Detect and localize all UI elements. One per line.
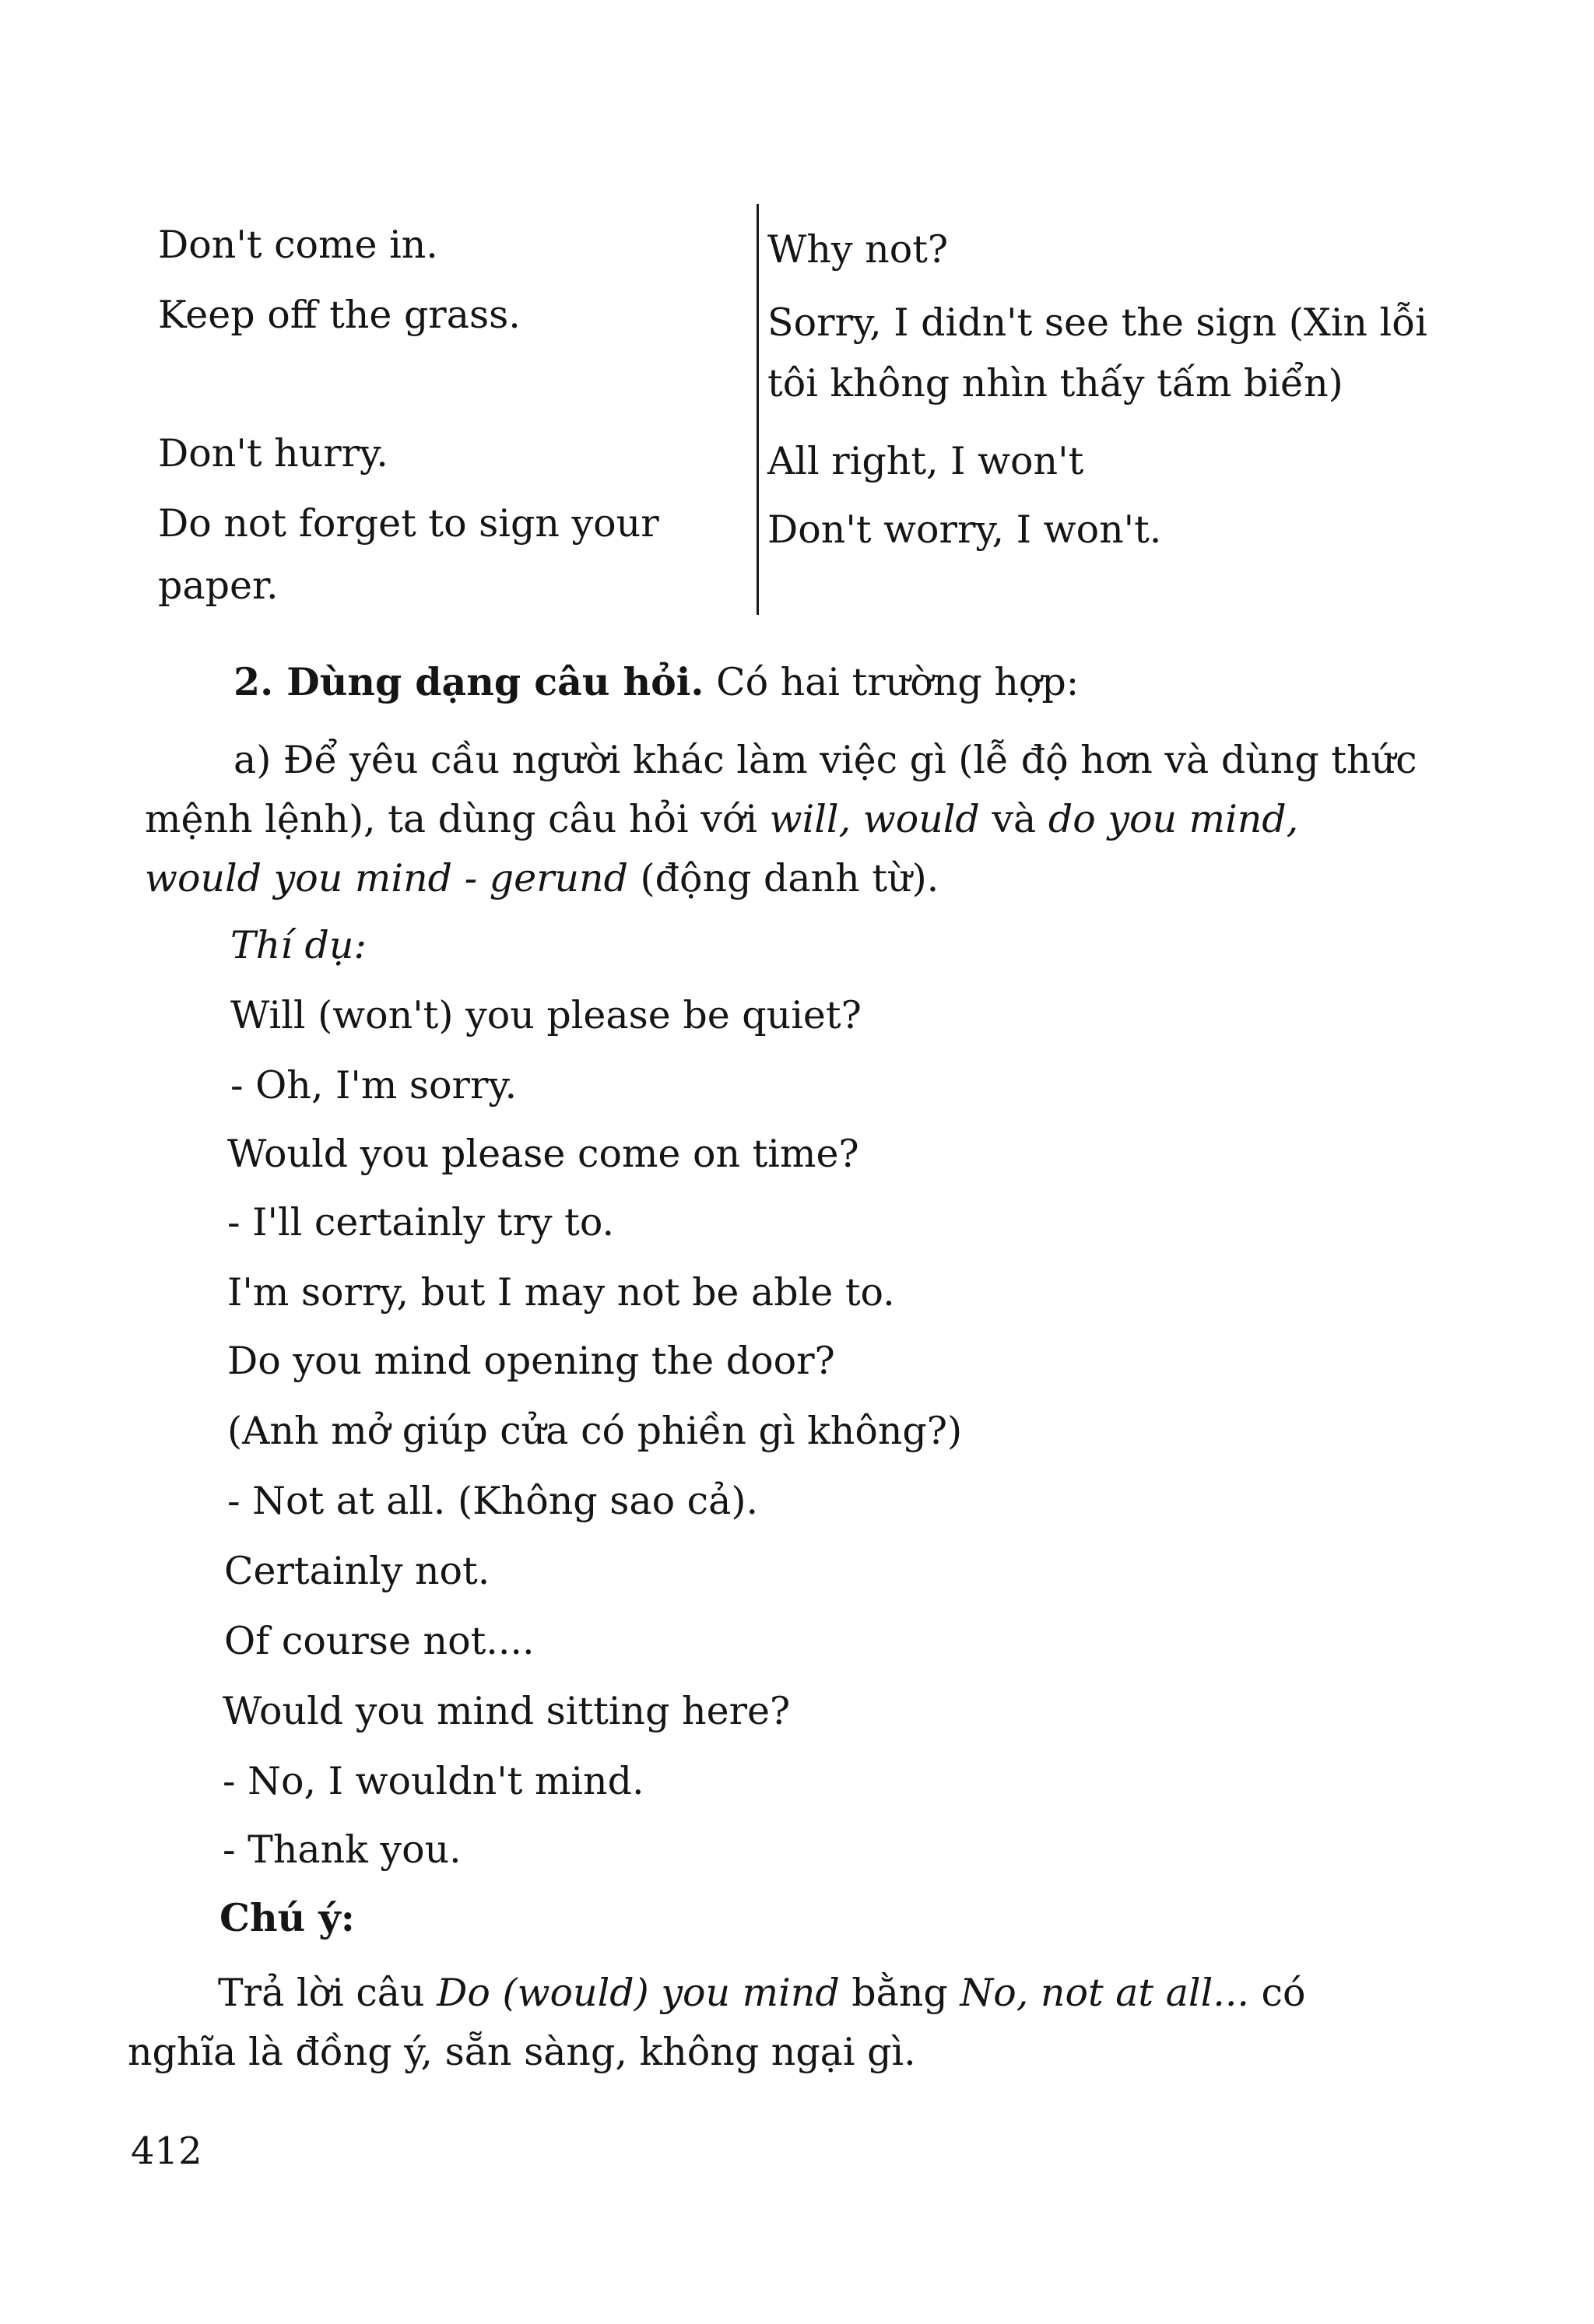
section-heading-bold: 2. Dùng dạng câu hỏi. — [233, 659, 704, 704]
example-line-12: - No, I wouldn't mind. — [223, 1759, 644, 1803]
note-label: Chú ý: — [219, 1895, 355, 1940]
table-left-4b: paper. — [158, 563, 279, 608]
example-line-2: - Oh, I'm sorry. — [230, 1063, 518, 1108]
para-a-mind: do you mind, — [1048, 797, 1299, 841]
paragraph-a-line2 — [145, 797, 1299, 841]
example-line-6: Do you mind opening the door? — [227, 1339, 835, 1383]
example-line-1: Will (won't) you please be quiet? — [230, 993, 862, 1037]
para-a-mid: và — [979, 797, 1048, 841]
example-line-4: - I'll certainly try to. — [227, 1200, 615, 1244]
table-right-2b: tôi không nhìn thấy tấm biển) — [767, 361, 1343, 405]
note-line-2: nghĩa là đồng ý, sẵn sàng, không ngại gì. — [128, 2030, 916, 2074]
para-a-rest: (động danh từ). — [627, 856, 939, 900]
example-line-9: Certainly not. — [224, 1549, 490, 1593]
note-pre: Trả lời câu — [218, 1971, 437, 2015]
table-right-4: Don't worry, I won't. — [767, 507, 1162, 552]
column-divider — [757, 204, 759, 615]
note-no-not-at-all: No, not at all... — [960, 1971, 1249, 2015]
section-heading — [233, 659, 1080, 704]
table-left-2: Keep off the grass. — [158, 293, 521, 337]
example-line-11: Would you mind sitting here? — [223, 1689, 791, 1733]
note-line-1 — [218, 1971, 1306, 2015]
example-label: Thí dụ: — [230, 923, 367, 967]
table-right-1: Why not? — [767, 227, 949, 272]
section-heading-rest: Có hai trường hợp: — [704, 660, 1080, 704]
para-a-text: mệnh lệnh), ta dùng câu hỏi với — [145, 797, 770, 841]
table-left-3: Don't hurry. — [158, 431, 388, 476]
page-number: 412 — [131, 2129, 202, 2173]
note-do-you-mind: Do (would) you mind — [437, 1971, 840, 2015]
example-line-8: - Not at all. (Không sao cả). — [227, 1479, 759, 1523]
example-line-10: Of course not.... — [224, 1619, 535, 1663]
example-line-7: (Anh mở giúp cửa có phiền gì không?) — [227, 1409, 963, 1453]
para-a-will: will, would — [769, 797, 980, 841]
note-mid: bằng — [839, 1971, 960, 2015]
table-left-4a: Do not forget to sign your — [158, 501, 659, 546]
paragraph-a-line1: a) Để yêu cầu người khác làm việc gì (lễ độ hơn và dùng thức — [233, 738, 1417, 782]
para-a-would-mind: would you mind - gerund — [145, 856, 628, 900]
example-line-13: - Thank you. — [223, 1827, 462, 1872]
example-line-3: Would you please come on time? — [227, 1132, 859, 1176]
note-post: có — [1248, 1971, 1306, 2015]
table-left-1: Don't come in. — [158, 223, 438, 267]
paragraph-a-line3 — [145, 856, 939, 900]
example-line-5: I'm sorry, but I may not be able to. — [227, 1270, 895, 1315]
table-right-3: All right, I won't — [767, 439, 1084, 483]
table-right-2a: Sorry, I didn't see the sign (Xin lỗi — [767, 300, 1427, 345]
